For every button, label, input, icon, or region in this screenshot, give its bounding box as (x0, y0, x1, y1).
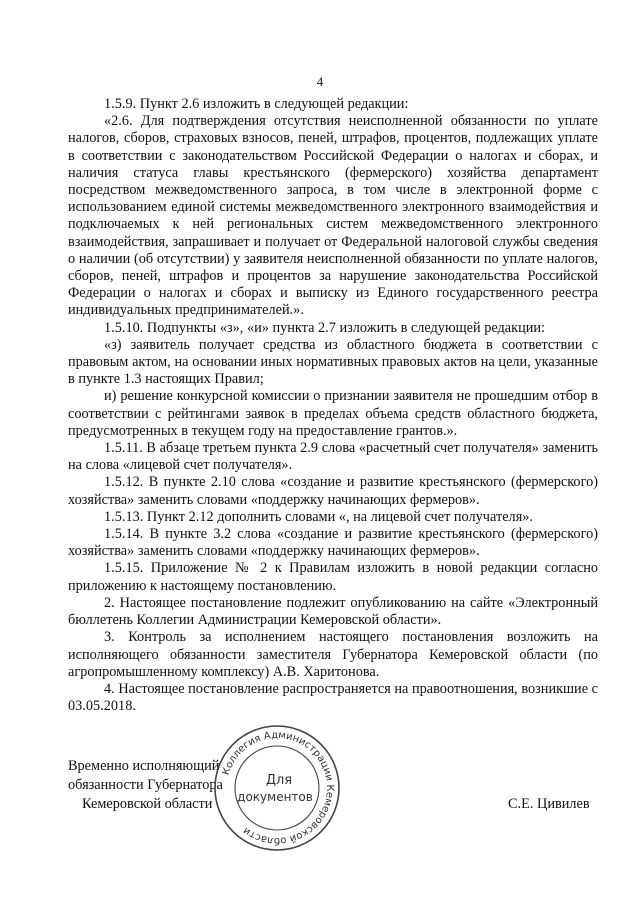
signatory-title (68, 757, 223, 814)
page-number: 4 (316, 74, 324, 89)
document-body (68, 96, 598, 715)
seal-outer-circle (215, 726, 339, 850)
paragraph-1-5-9: 1.5.9. Пункт 2.6 изложить в следующей редакции: (104, 96, 409, 112)
paragraph-1-5-13: 1.5.13. Пункт 2.12 дополнить словами «, на лицевой счет получателя». (104, 508, 533, 525)
paragraph-2: 2. Настоящее постановление подлежит опубликованию на сайте «Электронный бюллетень Коллегии Администрации Кемеровской области». (68, 594, 598, 629)
paragraph-1-5-10: 1.5.10. Подпункты «з», «и» пункта 2.7 изложить в следующей редакции: (104, 319, 546, 336)
paragraph-1-5-15: 1.5.15. Приложение № 2 к Правилам изложить в новой редакции согласно приложению к настоящему постановлению. (68, 560, 598, 594)
signatory-title-line-2: обязанности Губернатора (68, 777, 223, 793)
seal-ring-text: Коллегия Администрации Кемеровской области (220, 729, 336, 847)
paragraph-subitem-z: «з) заявитель получает средства из областного бюджета в соответствии с правовым актом, на основании иных нормативных правовых актов на цели, указанные в пункте 1.3 настоящих Правил; (68, 336, 598, 388)
seal-center-line-2: документов (237, 790, 313, 804)
paragraph-1-5-11: 1.5.11. В абзаце третьем пункта 2.9 слова «расчетный счет получателя» заменить на слова «лицевой счет получателя». (68, 440, 598, 474)
paragraph-3: 3. Контроль за исполнением настоящего постановления возложить на исполняющего обязанности заместителя Губернатора Кемеровской области (по агропромышленному комплексу) А.В. Харитонова. (68, 629, 598, 680)
seal-center-line-1: Для (265, 773, 293, 788)
paragraph-2-6: «2.6. Для подтверждения отсутствия неисполненной обязанности по уплате налогов, сборов, страховых взносов, пеней, штрафов, процентов, подлежащих уплате в соответствии с законодательством Российской Федерации о налогах и сборах, и наличия статуса главы крестьянского (фермерского) хозяйства департамент посредством межведомственного запроса, в том числе в электронной форме с использованием единой системы межведомственного электронного взаимодействия и подключаемых к ней региональных систем межведомственного электронного взаимодействия, запрашивает и получает от Федеральной налоговой службы сведения о наличии (об отсутствии) у заявителя неисполненной обязанности по уплате налогов, сборов, пеней, штрафов и процентов за нарушение законодательства Российской Федерации о налогах и сборах и выписку из Единого государственного реестра индивидуальных предпринимателей.». (68, 113, 598, 319)
official-seal-stamp (211, 722, 343, 854)
paragraph-1-5-12: 1.5.12. В пункте 2.10 слова «создание и развитие крестьянского (фермерского) хозяйства» заменить словами «поддержку начинающих фермеров». (68, 474, 598, 508)
paragraph-4: 4. Настоящее постановление распространяется на правоотношения, возникшие с 03.05.2018. (68, 680, 598, 715)
signatory-title-line-3: Кемеровской области (82, 796, 213, 812)
signatory-name: С.Е. Цивилев (508, 796, 590, 812)
paragraph-subitem-i: и) решение конкурсной комиссии о признании заявителя не прошедшим отбор в соответствии с рейтингами заявок в пределах объема средств областного бюджета, предусмотренных в текущем году на предоставление грантов.». (68, 388, 598, 439)
seal-inner-circle (235, 746, 319, 830)
paragraph-1-5-14: 1.5.14. В пункте 3.2 слова «создание и развитие крестьянского (фермерского) хозяйства» заменить словами «поддержку начинающих фермеров». (68, 526, 598, 560)
signatory-title-line-1: Временно исполняющий (68, 758, 220, 774)
